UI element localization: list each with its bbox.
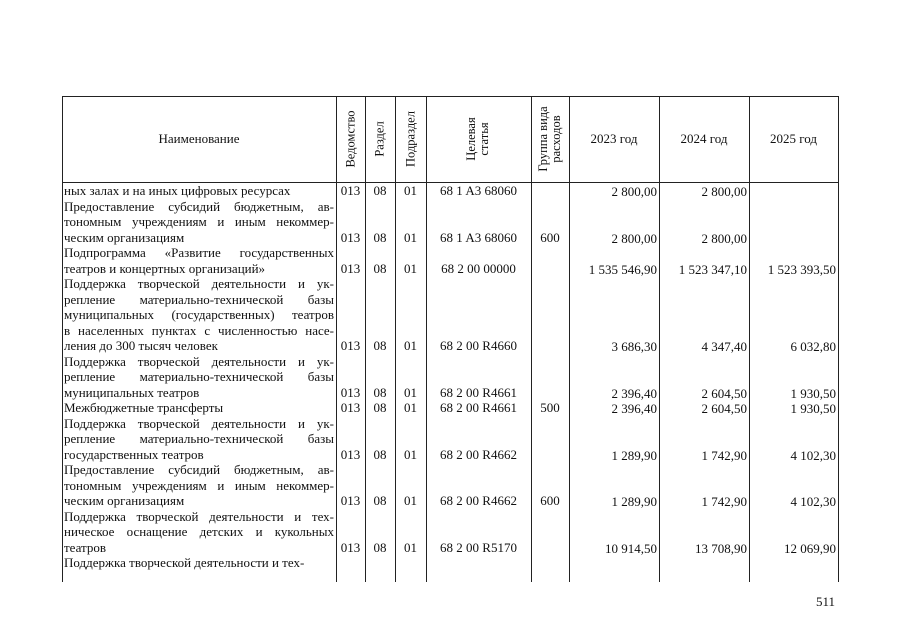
cell-y2023: 2 396,40 [611, 385, 657, 401]
cell-ved: 013 [340, 539, 361, 555]
row-name-line: тономным учреждениям и иным некоммер- [64, 214, 334, 229]
cell-y2024: 1 742,90 [701, 447, 747, 463]
cell-ved: 013 [340, 384, 361, 400]
cell-y2024: 2 800,00 [701, 230, 747, 246]
cell-ved: 013 [340, 446, 361, 462]
row-name-line: Подпрограмма «Развитие государственных [64, 245, 334, 260]
cell-pod: 01 [404, 183, 417, 198]
header-2025: 2025 год [770, 131, 817, 146]
cell-tsel: 68 1 A3 68060 [440, 183, 517, 198]
cell-y2025: 1 930,50 [790, 385, 836, 401]
row-name-line: муниципальных театров [64, 384, 200, 400]
row-name-line: муниципальных (государственных) театров [64, 307, 334, 322]
cell-y2025: 1 930,50 [790, 401, 836, 416]
cell-y2024: 4 347,40 [701, 339, 747, 354]
row-name-line: театров и концертных организаций» [64, 260, 266, 276]
col-divider [531, 96, 532, 582]
cell-y2025: 1 523 393,50 [767, 261, 836, 277]
cell-tsel: 68 2 00 R4662 [440, 493, 517, 508]
cell-tsel: 68 2 00 00000 [441, 260, 516, 276]
cell-y2025: 12 069,90 [784, 540, 836, 556]
row-name-line: репление материально-технической базы [64, 291, 334, 307]
row-name-line: ления до 300 тысяч человек [64, 338, 218, 353]
cell-raz: 08 [373, 338, 387, 353]
cell-y2023: 10 914,50 [605, 540, 657, 556]
cell-ved: 013 [340, 183, 361, 198]
row-name-line: Поддержка творческой деятельности и ук- [64, 353, 334, 369]
header-2024: 2024 год [680, 131, 728, 146]
cell-tsel: 68 2 00 R4662 [440, 446, 517, 462]
row-name-line: Предоставление субсидий бюджетным, ав- [64, 198, 334, 214]
cell-ved: 013 [340, 229, 361, 245]
cell-y2024: 13 708,90 [695, 540, 747, 556]
cell-ved: 013 [340, 400, 361, 415]
row-name-line: театров [64, 539, 107, 555]
cell-raz: 08 [373, 539, 387, 555]
cell-y2023: 2 800,00 [611, 230, 657, 246]
cell-raz: 08 [373, 493, 387, 508]
cell-y2025: 4 102,30 [790, 447, 836, 463]
row-name-line: в населенных пунктах с численностью насе- [64, 322, 334, 338]
header-2023: 2023 год [590, 131, 638, 146]
cell-raz: 08 [373, 384, 387, 400]
cell-y2024: 2 604,50 [701, 385, 747, 401]
cell-pod: 01 [404, 229, 417, 245]
cell-tsel: 68 2 00 R5170 [440, 539, 517, 555]
header-target: Целевая статья [464, 117, 491, 161]
cell-pod: 01 [404, 338, 417, 353]
col-divider [838, 96, 839, 582]
row-name-line: ных залах и на иных цифровых ресурсах [64, 183, 291, 198]
cell-raz: 08 [373, 400, 387, 415]
cell-pod: 01 [404, 493, 417, 508]
row-name-line: государственных театров [64, 446, 204, 462]
cell-grp: 600 [540, 493, 560, 508]
header-podrazdel: Подраздел [403, 111, 418, 167]
cell-raz: 08 [373, 229, 387, 245]
header-vedomstvo: Ведомство [343, 110, 358, 168]
cell-ved: 013 [340, 260, 361, 276]
cell-y2023: 1 289,90 [611, 494, 657, 509]
cell-pod: 01 [404, 260, 417, 276]
row-name-line: Поддержка творческой деятельности и тех- [64, 508, 334, 524]
cell-y2024: 2 800,00 [701, 184, 747, 199]
cell-y2025: 4 102,30 [790, 494, 836, 509]
row-name-line: Поддержка творческой деятельности и ук- [64, 276, 334, 291]
cell-y2023: 1 289,90 [611, 447, 657, 463]
row-name-line: Предоставление субсидий бюджетным, ав- [64, 462, 334, 477]
header-group: Группа вида расходов [536, 106, 563, 172]
cell-ved: 013 [340, 493, 361, 508]
row-name-line: ческим организациям [64, 229, 185, 245]
page-number: 511 [816, 594, 836, 609]
cell-y2024: 2 604,50 [701, 401, 747, 416]
cell-raz: 08 [373, 183, 387, 198]
cell-tsel: 68 1 A3 68060 [440, 229, 517, 245]
cell-pod: 01 [404, 446, 417, 462]
cell-y2024: 1 742,90 [701, 494, 747, 509]
cell-tsel: 68 2 00 R4661 [440, 384, 517, 400]
row-name-line: тономным учреждениям и иным некоммер- [64, 477, 334, 493]
cell-pod: 01 [404, 539, 417, 555]
row-name-line: репление материально-технической базы [64, 431, 334, 446]
cell-y2025: 6 032,80 [790, 339, 836, 354]
col-divider [62, 96, 63, 582]
row-name-line: Поддержка творческой деятельности и ук- [64, 415, 334, 431]
cell-pod: 01 [404, 384, 417, 400]
row-name-line: Поддержка творческой деятельности и тех- [64, 555, 305, 570]
cell-y2023: 2 800,00 [611, 184, 657, 199]
cell-raz: 08 [373, 260, 387, 276]
cell-raz: 08 [373, 446, 387, 462]
cell-grp: 500 [540, 400, 560, 415]
cell-pod: 01 [404, 400, 417, 415]
header-razdel: Раздел [372, 121, 387, 157]
cell-tsel: 68 2 00 R4661 [440, 400, 517, 415]
row-name-line: ческим организациям [64, 493, 185, 508]
row-name-line: репление материально-технической базы [64, 369, 334, 384]
row-name-line: Межбюджетные трансферты [64, 400, 224, 415]
cell-y2023: 2 396,40 [611, 401, 657, 416]
cell-y2024: 1 523 347,10 [678, 261, 747, 277]
cell-y2023: 1 535 546,90 [588, 261, 657, 277]
cell-grp: 600 [540, 229, 560, 245]
row-name-line: ническое оснащение детских и кукольных [64, 524, 334, 539]
cell-y2023: 3 686,30 [611, 339, 657, 354]
cell-ved: 013 [340, 338, 361, 353]
cell-tsel: 68 2 00 R4660 [440, 338, 517, 353]
header-name: Наименование [158, 131, 240, 146]
